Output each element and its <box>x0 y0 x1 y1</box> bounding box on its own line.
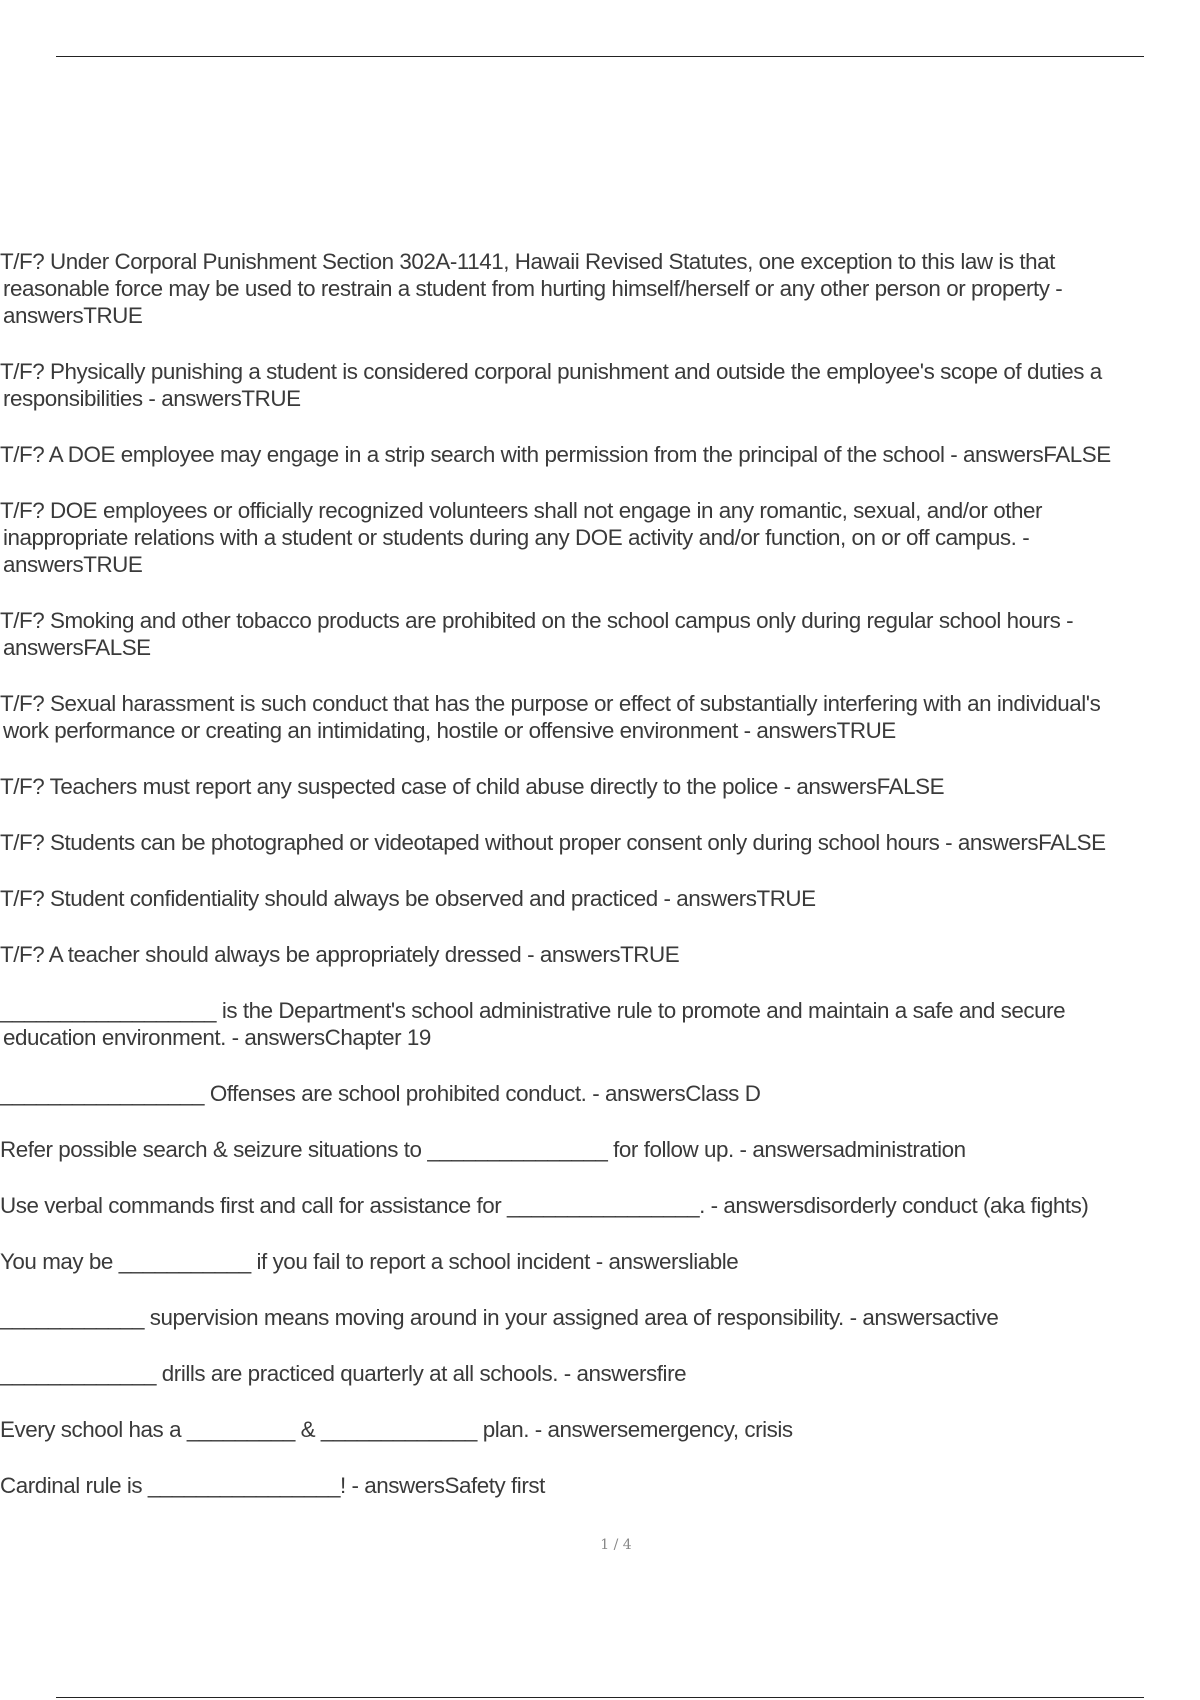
question-line: answersTRUE <box>3 552 143 577</box>
question-item <box>0 441 1200 468</box>
question-line: T/F? Students can be photographed or videotaped without proper consent only during school hours - answersFALSE <box>0 830 1106 855</box>
question-line: T/F? A DOE employee may engage in a strip search with permission from the principal of the school - answersFALSE <box>0 442 1111 467</box>
question-line: answersTRUE <box>3 303 143 328</box>
question-item <box>0 1472 1200 1499</box>
question-line: You may be ___________ if you fail to report a school incident - answersliable <box>0 1249 739 1274</box>
question-line: Every school has a _________ & _____________ plan. - answersemergency, crisis <box>0 1417 793 1442</box>
question-item <box>0 1416 1200 1443</box>
question-line: T/F? A teacher should always be appropriately dressed - answersTRUE <box>0 942 680 967</box>
question-item <box>0 607 1200 661</box>
question-line: Refer possible search & seizure situations to _______________ for follow up. - answersadministration <box>0 1137 966 1162</box>
question-line: _____________ drills are practiced quarterly at all schools. - answersfire <box>0 1361 687 1386</box>
question-line: T/F? Under Corporal Punishment Section 302A-1141, Hawaii Revised Statutes, one exception to this law is that <box>0 249 1055 274</box>
question-line: __________________ is the Department's school administrative rule to promote and maintain a safe and secure <box>0 998 1066 1023</box>
top-rule <box>56 56 1144 57</box>
question-item <box>0 1136 1200 1163</box>
question-line: T/F? DOE employees or officially recognized volunteers shall not engage in any romantic, sexual, and/or other <box>0 498 1043 523</box>
question-item <box>0 690 1200 744</box>
question-item <box>0 358 1200 412</box>
bottom-rule <box>56 1697 1144 1698</box>
question-item <box>0 773 1200 800</box>
question-item <box>0 248 1200 329</box>
question-line: education environment. - answersChapter 19 <box>3 1025 431 1050</box>
question-item <box>0 1080 1200 1107</box>
question-list <box>0 248 1200 1528</box>
question-line: T/F? Sexual harassment is such conduct that has the purpose or effect of substantially interfering with an individual's <box>0 691 1101 716</box>
question-item <box>0 1248 1200 1275</box>
question-item <box>0 1192 1200 1219</box>
page-number: 1 / 4 <box>600 1537 632 1553</box>
question-item <box>0 1304 1200 1331</box>
question-line: work performance or creating an intimidating, hostile or offensive environment - answersTRUE <box>3 718 896 743</box>
question-line: T/F? Teachers must report any suspected case of child abuse directly to the police - answersFALSE <box>0 774 945 799</box>
question-line: Cardinal rule is ________________! - answersSafety first <box>0 1473 545 1498</box>
question-item <box>0 1360 1200 1387</box>
question-line: _________________ Offenses are school prohibited conduct. - answersClass D <box>0 1081 761 1106</box>
question-line: inappropriate relations with a student or students during any DOE activity and/or function, on or off campus. - <box>3 525 1030 550</box>
question-item <box>0 497 1200 578</box>
question-item <box>0 997 1200 1051</box>
question-line: Use verbal commands first and call for assistance for ________________. - answersdisorderly conduct (aka fights) <box>0 1193 1089 1218</box>
question-line: T/F? Student confidentiality should always be observed and practiced - answersTRUE <box>0 886 816 911</box>
question-line: ____________ supervision means moving around in your assigned area of responsibility. - answersactive <box>0 1305 999 1330</box>
question-line: reasonable force may be used to restrain a student from hurting himself/herself or any other person or property - <box>3 276 1063 301</box>
question-line: responsibilities - answersTRUE <box>3 386 301 411</box>
question-line: answersFALSE <box>3 635 151 660</box>
question-item <box>0 941 1200 968</box>
question-line: T/F? Smoking and other tobacco products are prohibited on the school campus only during regular school hours - <box>0 608 1074 633</box>
question-item <box>0 829 1200 856</box>
question-line: T/F? Physically punishing a student is considered corporal punishment and outside the employee's scope of duties a <box>0 359 1102 384</box>
question-item <box>0 885 1200 912</box>
